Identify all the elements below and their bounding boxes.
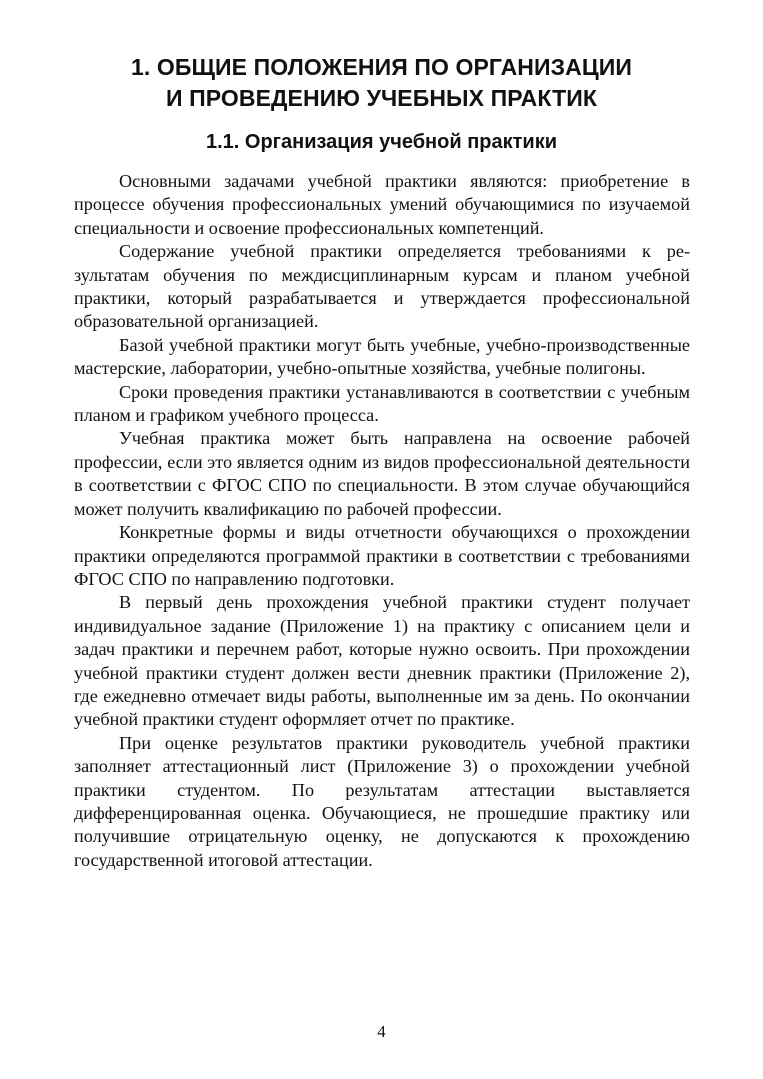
paragraph-6: Конкретные формы и виды отчетности обучающихся о прохождении практики определяются программой практики в соответствии с требованиями ФГОС СПО по направлению подготовки. [74, 522, 690, 589]
section-title: 1.1. Организация учебной практики [205, 131, 558, 153]
chapter-title-line-1: 1. ОБЩИЕ ПОЛОЖЕНИЯ ПО ОРГАНИЗАЦИИ [130, 54, 633, 80]
chapter-title [0, 52, 763, 114]
paragraph-4: Сроки проведения практики устанавливаются в соответствии с учебным планом и графиком учебного процесса. [74, 381, 690, 426]
paragraph-3: Базой учебной практики могут быть учебные, учебно-производственные мастерские, лаборатории, учебно-опытные хозяйства, учебные полигоны. [74, 334, 690, 379]
body-text [74, 170, 690, 872]
page-number: 4 [377, 1022, 386, 1041]
paragraph-8: При оценке результатов практики руководитель учебной практики заполняет аттестационный лист (Приложение 3) о прохождении учебной практики студентом. По результатам аттестации выставляется дифференцированная оценка. Обучающиеся, не прошедшие практику или получившие отрицательную оценку, не допускаются к прохождению государственной итоговой аттестации. [74, 732, 690, 870]
paragraph-5: Учебная практика может быть направлена на освоение рабочей профессии, если это является одним из видов профессиональной деятельности в соответствии с ФГОС СПО по специальности. В этом случае обучающийся может получить квалификацию по рабочей профессии. [74, 428, 690, 519]
paragraph-7: В первый день прохождения учебной практики студент получает индивидуальное задание (Приложение 1) на практику с описанием цели и задач практики и перечнем работ, которые нужно освоить. При прохождении учебной практики студент должен вести дневник практики (Приложение 2), где ежедневно отмечает виды работы, выполненные им за день. По окончании учебной практики студент оформляет отчет по практике. [74, 592, 690, 730]
chapter-title-line-2: И ПРОВЕДЕНИЮ УЧЕБНЫХ ПРАКТИК [166, 85, 597, 111]
paragraph-1: Основными задачами учебной практики являются: приобретение в процессе обучения профессиональных умений обучающимися по изучаемой специальности и освоение профессиональных компетенций. [74, 171, 690, 238]
paragraph-2: Содержание учебной практики определяется требованиями к результатам обучения по междисциплинарным курсам и планом учебной практики, который разрабатывается и утверждается профессиональной образовательной организацией. [74, 241, 690, 332]
